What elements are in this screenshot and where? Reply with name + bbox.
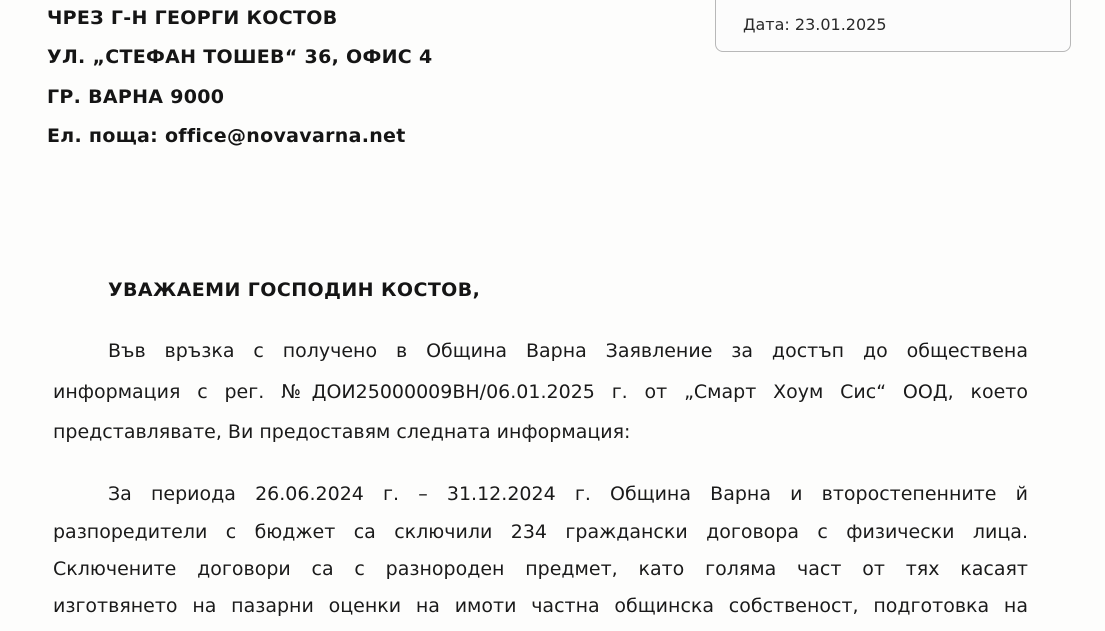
paragraph-1-line-2: информация с рег. №ДОИ25000009ВН/06.01.2025 г. от „Смарт Хоум Сис“ ООД, което bbox=[53, 381, 1028, 403]
recipient-email: Ел. поща: office@novavarna.net bbox=[47, 125, 406, 147]
recipient-line-1: ЧРЕЗ Г-Н ГЕОРГИ КОСТОВ bbox=[47, 7, 338, 29]
paragraph-2-line-2: разпоредители с бюджет са сключили 234 граждански договора с физически лица. bbox=[53, 521, 1028, 543]
recipient-street: УЛ. „СТЕФАН ТОШЕВ“ 36, ОФИС 4 bbox=[47, 46, 433, 68]
paragraph-2-line-1: За периода 26.06.2024 г. – 31.12.2024 г. Община Варна и второстепенните й bbox=[108, 483, 1028, 505]
paragraph-2-line-3: Сключените договори са с разнороден предмет, като голяма част от тях касаят bbox=[53, 558, 1028, 580]
recipient-city: ГР. ВАРНА 9000 bbox=[47, 86, 225, 108]
paragraph-2-line-4: изготвянето на пазарни оценки на имоти частна общинска собственост, подготовка на bbox=[53, 595, 1028, 617]
stamp-date: Дата: 23.01.2025 bbox=[743, 15, 887, 34]
paragraph-1-line-1: Във връзка с получено в Община Варна Заявление за достъп до обществена bbox=[108, 340, 1028, 362]
paragraph-1-line-3: представлявате, Ви предоставям следната информация: bbox=[53, 421, 631, 443]
salutation: УВАЖАЕМИ ГОСПОДИН КОСТОВ, bbox=[108, 279, 481, 301]
registration-stamp bbox=[715, 0, 1071, 52]
